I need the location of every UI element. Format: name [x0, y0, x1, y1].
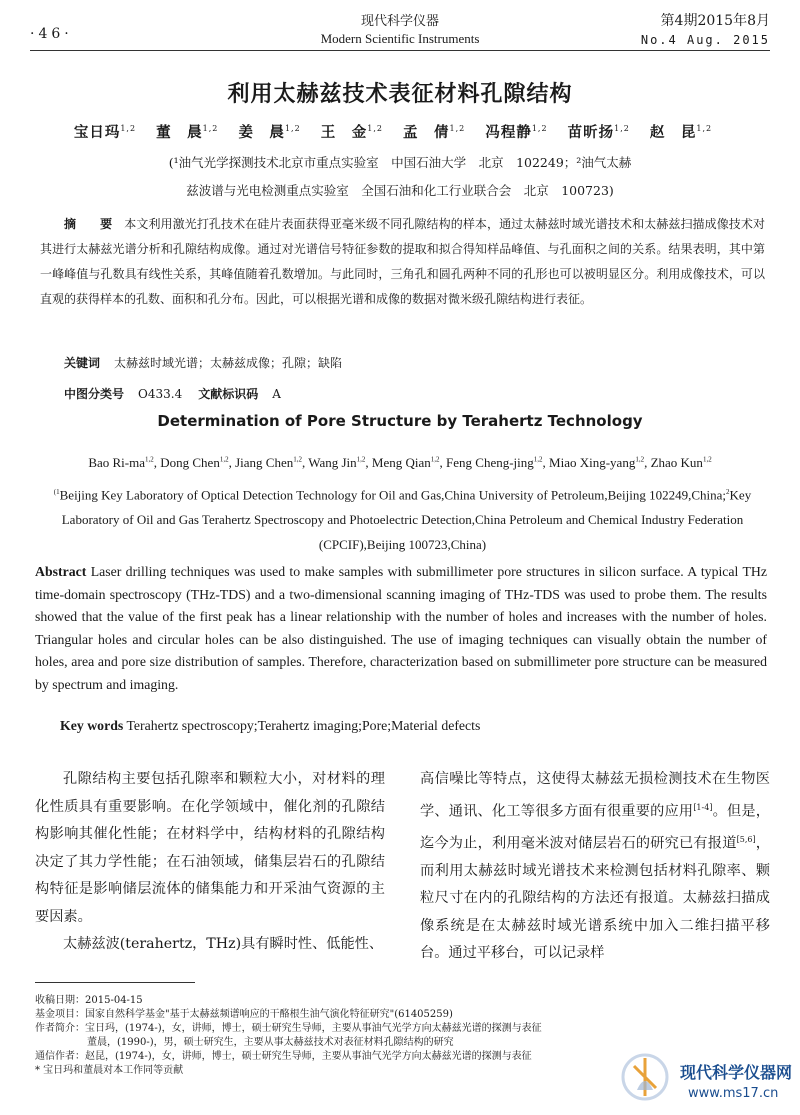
author-affil-mark: 1,2 [356, 455, 366, 464]
author-name-en: Jiang Chen [235, 455, 294, 470]
citation: [1-4] [693, 802, 713, 812]
abstract-cn-text: 本文利用激光打孔技术在硅片表面获得亚毫米级不同孔隙结构的样本，通过太赫兹时域光谱技术和太赫兹扫描成像技术对其进行太赫兹光谱分析和孔隙结构成像。通过对光谱信号特征参数的提取和拟合得知样品峰值、与孔面积之间的关系。结果表明，其中第一峰峰值与孔数具有线性关系，其峰值随着孔数增加。与此同时，三角孔和圆孔两种不同的孔形也可以被明显区分。利用成像技术，可以直观的获得样本的孔数、面积和孔分布。因此，可以根据光谱和成像的数据对微米级孔隙结构进行表征。 [40, 217, 765, 306]
classification [64, 385, 281, 402]
author-name-en: Zhao Kun [650, 455, 703, 470]
affiliation-en-part-2: Key Laboratory of Oil and Gas Terahertz Spectroscopy and Photoelectric Detection,China Petroleum and Chemical Industry Federation (CPCIF),Beijing 100723,China) [61, 487, 752, 553]
header-rule [30, 50, 770, 51]
body-text: 。但是，迄今为止，利用毫米波对储层岩石的研究已有报道 [420, 803, 770, 852]
abstract-cn-label: 摘 要 [64, 217, 119, 231]
author-affil-mark: 1,2 [219, 455, 229, 464]
author-affil-mark: 1,2 [284, 124, 301, 134]
body-paragraph [420, 766, 770, 968]
footnote-author-bio: 作者简介：宝日玛，(1974-)，女，讲师，博士，硕士研究生导师，主要从事油气光学方向太赫兹光谱的探测与表征 [35, 1023, 542, 1034]
author-affil-mark: 1,2 [367, 124, 383, 134]
author-affil-mark: 1,2 [120, 124, 137, 134]
body-text: ，而利用太赫兹时域光谱技术来检测包括材料孔隙率、颗粒尺寸在内的孔隙结构的方法还有报道。太赫兹扫描成像系统是在太赫兹时域光谱系统中加入二维扫描平移台。通过平移台，可以记录样 [420, 835, 770, 962]
author-list [0, 121, 800, 142]
body-paragraph: 太赫兹波(terahertz，THz)具有瞬时性、低能性、 [63, 936, 384, 952]
paper-title-en: Determination of Pore Structure by Terahertz Technology [157, 412, 643, 430]
author-affil-mark: 1,2 [614, 124, 630, 134]
site-name: 现代科学仪器网 [680, 1063, 793, 1082]
keywords-cn-label: 关键词 [64, 356, 101, 370]
body-text: 高信噪比等特点，这使得太赫兹无损检测技术在生物医学、通讯、化工等很多方面有很重要的应用 [420, 771, 770, 820]
page-header [30, 8, 770, 52]
journal-name-cn: 现代科学仪器 [360, 14, 439, 29]
journal-name-en: Modern Scientific Instruments [320, 31, 480, 46]
author-list-en: Bao Ri-ma$^{1,2}$, Dong Chen$^{1,2}$, Jiang Chen$^{1,2}$, Wang Jin$^{1,2}$, Meng Qian$^{1,2}$, Feng Cheng-jing$^{1,2}$, Miao Xing-yang$^{1,2}$, Zhao Kun$^{1,2}$ [88, 455, 712, 470]
keywords-en-text: Terahertz spectroscopy;Terahertz imaging;Pore;Material defects [126, 718, 481, 733]
footnote-fund: 基金项目：国家自然科学基金"基于太赫兹频谱响应的干酪根生油气演化特征研究"(61405259) [35, 1009, 453, 1020]
clc-value: O433.4 [138, 387, 183, 401]
author-name-en: Meng Qian [371, 455, 431, 470]
affiliation-line-2: 兹波谱与光电检测重点实验室 全国石油和化工行业联合会 北京 100723) [186, 183, 614, 198]
author-name: 孟 倩 [403, 124, 450, 141]
affiliation-line-1: (¹油气光学探测技术北京市重点实验室 中国石油大学 北京 102249；²油气太赫 [168, 155, 632, 170]
site-logo-icon [620, 1052, 670, 1102]
citation: [5,6] [736, 834, 756, 844]
author-name-en: Feng Cheng-jing [446, 455, 534, 470]
keywords-en [60, 718, 480, 734]
page-number: ·46· [30, 26, 73, 42]
keywords-cn [64, 354, 342, 371]
affiliation-en-part-1: Beijing Key Laboratory of Optical Detection Technology for Oil and Gas,China University of Petroleum,Beijing 102249,China; [59, 487, 727, 503]
issue-info [641, 10, 770, 47]
footnote-author-bio: 董晨，(1990-)，男，硕士研究生，主要从事太赫兹技术对表征材料孔隙结构的研究 [87, 1037, 454, 1048]
issue-cn: 第4期2015年8月 [660, 13, 770, 29]
author-affil-mark: 1,2 [293, 455, 302, 464]
author-name-en: Wang Jin [308, 455, 357, 470]
keywords-cn-text: 太赫兹时域光谱；太赫兹成像；孔隙；缺陷 [114, 356, 343, 370]
author-affil-mark: 1,2 [696, 124, 713, 134]
affil-mark: 2 [726, 488, 730, 496]
author-affil-mark: 1,2 [145, 455, 154, 464]
author-affil-mark: 1,2 [635, 455, 645, 464]
author-name: 宝日玛 [73, 124, 121, 141]
footnote-rule [35, 982, 195, 983]
author-name: 姜 晨 [238, 124, 285, 141]
abstract-cn [40, 212, 765, 312]
author-name-en: Dong Chen [160, 455, 220, 470]
footnote-equal-contribution: * 宝日玛和董晨对本工作同等贡献 [35, 1065, 184, 1076]
keywords-en-label: Key words [60, 718, 124, 733]
author-name: 苗昕扬 [567, 124, 615, 141]
site-url: www.ms17.cn [688, 1086, 779, 1101]
author-name: 董 晨 [156, 124, 203, 141]
footnote-corresponding: 通信作者：赵昆，(1974-)，女，讲师，博士，硕士研究生导师，主要从事油气光学方向太赫兹光谱的探测与表征 [35, 1051, 532, 1062]
body-paragraph: 孔隙结构主要包括孔隙率和颗粒大小，对材料的理化性质具有重要影响。在化学领域中，催化剂的孔隙结构影响其催化性能；在材料学中，结构材料的孔隙结构决定了其力学性能；在石油领域，储集层岩石的孔隙结构特征是影响储层流体的储集能力和开采油气资源的主要因素。 [35, 771, 385, 925]
author-affil-mark: 1,2 [430, 455, 440, 464]
site-watermark [620, 1048, 795, 1112]
abstract-en-text: Laser drilling techniques was used to make samples with submillimeter pore structures in silicon surface. A typical THz time-domain spectroscopy (THz-TDS) and a two-dimensional scanning imaging of THz-TDS was used to probe them. The results showed that the value of the first peak has a linear relationship with the number of holes and increases with the number of holes. Triangular holes and circular holes can be also distinguished. The use of imaging techniques can visually obtain the number of holes, area and pore size distribution of samples. Therefore, characterization based on submillimeter pore structure can be measured by spectrum and imaging. [35, 564, 768, 692]
author-name: 赵 昆 [649, 124, 697, 141]
doc-code-value: A [272, 387, 281, 401]
abstract-en-label: Abstract [35, 564, 87, 579]
author-name-en: Bao Ri-ma [88, 455, 145, 470]
author-affil-mark: 1,2 [702, 455, 712, 464]
affiliation-en [40, 480, 765, 557]
footnotes [35, 994, 635, 1078]
clc-label: 中图分类号 [64, 387, 125, 401]
author-affil-mark: 1,2 [533, 455, 543, 464]
body-column-left [35, 766, 385, 959]
author-affil-mark: 1,2 [531, 124, 548, 134]
abstract-en [35, 561, 767, 696]
body-column-right [420, 766, 770, 968]
author-name-en: Miao Xing-yang [549, 455, 636, 470]
author-name: 冯程静 [485, 124, 532, 141]
doc-code-label: 文献标识码 [198, 387, 259, 401]
issue-en: No.4 Aug. 2015 [640, 33, 770, 47]
author-name: 王 金 [320, 124, 368, 141]
affil-mark: (1 [53, 488, 60, 496]
paper-title: 利用太赫兹技术表征材料孔隙结构 [227, 82, 573, 107]
author-affil-mark: 1,2 [202, 124, 219, 134]
footnote-received: 收稿日期：2015-04-15 [35, 995, 143, 1006]
author-affil-mark: 1,2 [449, 124, 466, 134]
